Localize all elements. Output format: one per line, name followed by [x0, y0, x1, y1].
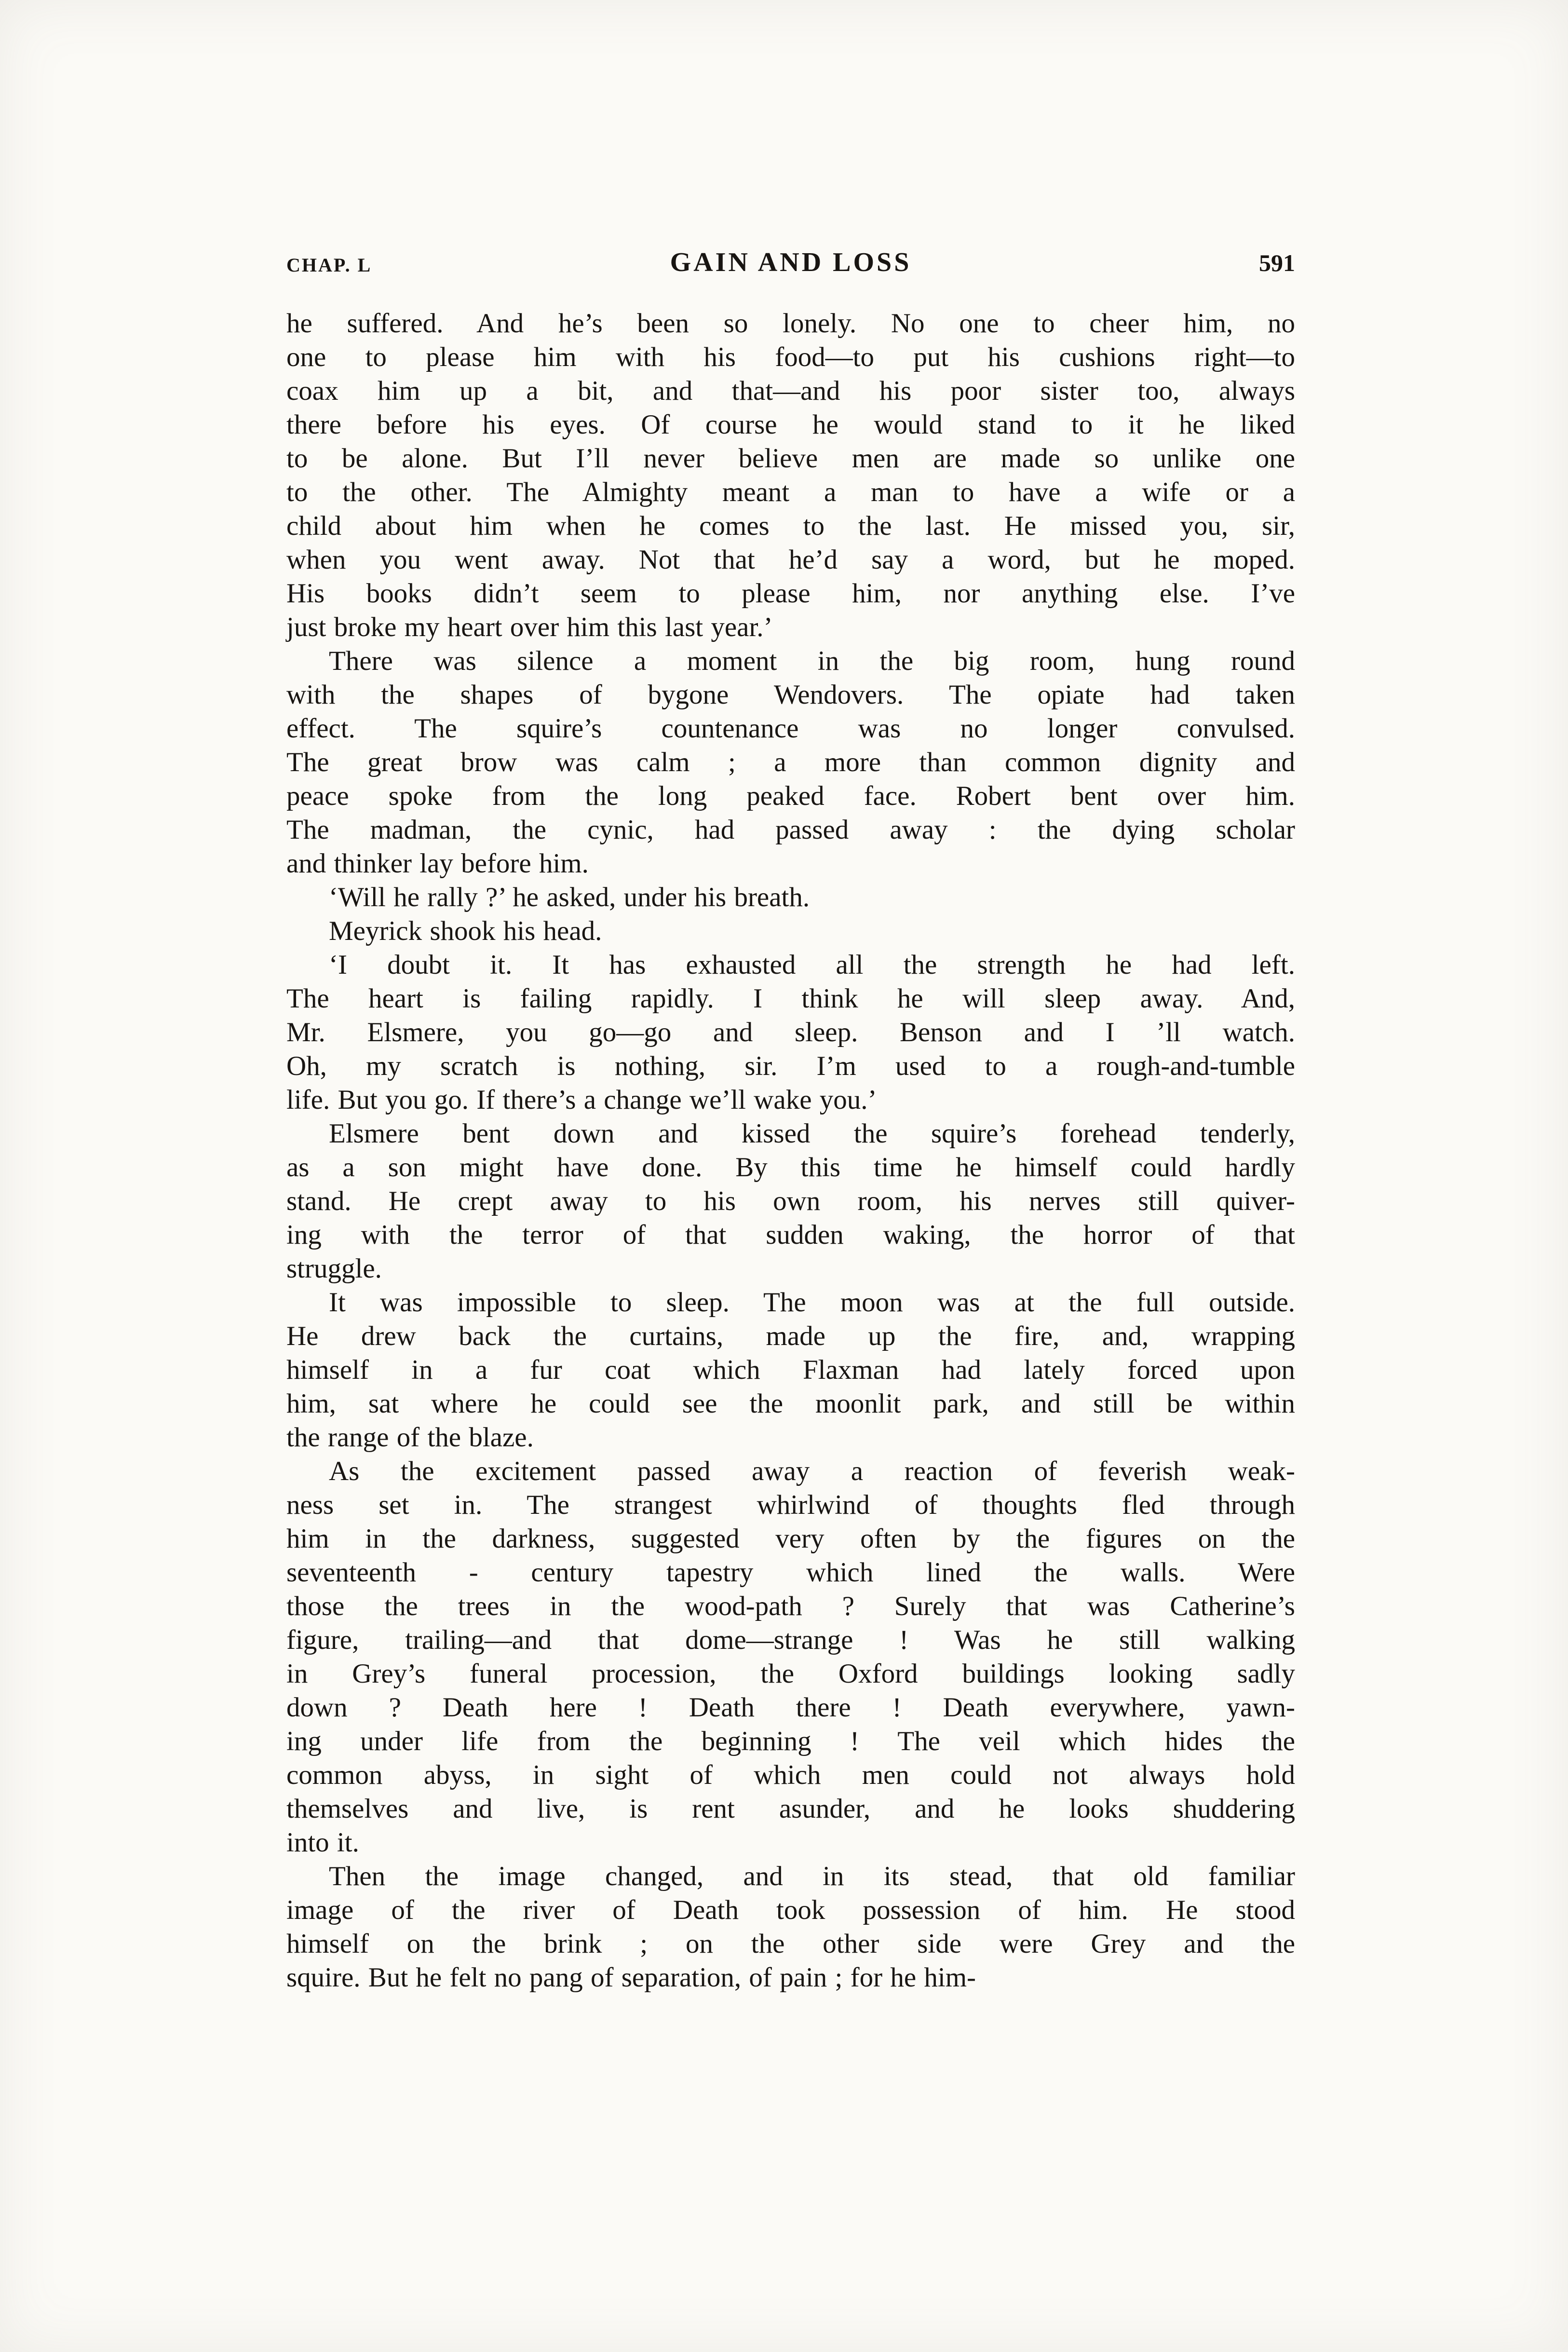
text-line: There was silence a moment in the big room, hung round — [329, 646, 1295, 676]
paragraph — [286, 914, 1295, 948]
page-number: 591 — [1259, 249, 1295, 276]
paragraph — [286, 1860, 1295, 1995]
text-line: ness set in. The strangest whirlwind of thoughts fled through — [286, 1490, 1295, 1520]
text-line: image of the river of Death took possession of him. He stood — [286, 1895, 1295, 1925]
text-line: and thinker lay before him. — [286, 848, 589, 879]
paragraph — [286, 948, 1295, 1117]
text-line: coax him up a bit, and that—and his poor sister too, always — [286, 376, 1295, 406]
text-line: Then the image changed, and in its stead, that old familiar — [329, 1861, 1295, 1891]
text-line: Elsmere bent down and kissed the squire’s forehead tenderly, — [329, 1118, 1295, 1149]
text-line: ing with the terror of that sudden waking, the horror of that — [286, 1220, 1295, 1250]
text-line: ‘Will he rally ?’ he asked, under his breath. — [329, 882, 810, 912]
text-line: there before his eyes. Of course he would stand to it he liked — [286, 409, 1295, 440]
text-line: The great brow was calm ; a more than common dignity and — [286, 747, 1295, 777]
chapter-label: CHAP. L — [286, 254, 372, 276]
page-header — [286, 247, 1295, 281]
paragraph — [286, 1455, 1295, 1860]
text-line: those the trees in the wood-path ? Surely that was Catherine’s — [286, 1591, 1295, 1621]
text-block — [286, 307, 1295, 1995]
text-line: themselves and live, is rent asunder, and he looks shuddering — [286, 1794, 1295, 1824]
text-line: His books didn’t seem to please him, nor anything else. I’ve — [286, 578, 1295, 609]
text-line: Oh, my scratch is nothing, sir. I’m used to a rough-and-tumble — [286, 1051, 1295, 1081]
text-line: with the shapes of bygone Wendovers. The opiate had taken — [286, 680, 1295, 710]
text-line: Mr. Elsmere, you go—go and sleep. Benson and I ’ll watch. — [286, 1017, 1295, 1047]
text-line: to the other. The Almighty meant a man to have a wife or a — [286, 477, 1295, 507]
text-line: The heart is failing rapidly. I think he will sleep away. And, — [286, 983, 1295, 1014]
running-title: GAIN AND LOSS — [670, 247, 912, 277]
paragraph — [286, 644, 1295, 881]
text-line: one to please him with his food—to put his cushions right—to — [286, 342, 1295, 372]
text-line: just broke my heart over him this last year.’ — [286, 612, 773, 642]
text-line: It was impossible to sleep. The moon was at the full outside. — [329, 1287, 1295, 1318]
text-line: him, sat where he could see the moonlit park, and still be within — [286, 1388, 1295, 1419]
text-line: effect. The squire’s countenance was no longer convulsed. — [286, 713, 1295, 744]
paragraph — [286, 307, 1295, 644]
text-line: himself in a fur coat which Flaxman had lately forced upon — [286, 1355, 1295, 1385]
text-line: seventeenth - century tapestry which lined the walls. Were — [286, 1557, 1295, 1588]
text-line: He drew back the curtains, made up the fire, and, wrapping — [286, 1321, 1295, 1351]
text-line: figure, trailing—and that dome—strange ! Was he still walking — [286, 1625, 1295, 1655]
text-line: as a son might have done. By this time he himself could hardly — [286, 1152, 1295, 1183]
paragraph — [286, 1286, 1295, 1455]
text-line: in Grey’s funeral procession, the Oxford buildings looking sadly — [286, 1659, 1295, 1689]
text-line: squire. But he felt no pang of separation, of pain ; for he him- — [286, 1962, 976, 1993]
text-line: life. But you go. If there’s a change we’ll wake you.’ — [286, 1085, 877, 1115]
text-line: ing under life from the beginning ! The veil which hides the — [286, 1726, 1295, 1756]
text-line: the range of the blaze. — [286, 1422, 534, 1453]
paragraph — [286, 1117, 1295, 1286]
text-line: into it. — [286, 1827, 359, 1858]
text-line: struggle. — [286, 1253, 382, 1284]
text-line: common abyss, in sight of which men could not always hold — [286, 1760, 1295, 1790]
text-line: ‘I doubt it. It has exhausted all the strength he had left. — [329, 950, 1295, 980]
text-line: child about him when he comes to the last. He missed you, sir, — [286, 511, 1295, 541]
text-line: when you went away. Not that he’d say a word, but he moped. — [286, 544, 1295, 575]
paragraph — [286, 881, 1295, 914]
text-line: As the excitement passed away a reaction of feverish weak- — [329, 1456, 1295, 1486]
text-line: him in the darkness, suggested very often by the figures on the — [286, 1523, 1295, 1554]
text-line: Meyrick shook his head. — [329, 916, 602, 946]
text-line: stand. He crept away to his own room, his nerves still quiver- — [286, 1186, 1295, 1216]
text-line: peace spoke from the long peaked face. Robert bent over him. — [286, 781, 1295, 811]
text-line: to be alone. But I’ll never believe men are made so unlike one — [286, 443, 1295, 474]
text-line: down ? Death here ! Death there ! Death everywhere, yawn- — [286, 1692, 1295, 1723]
text-line: he suffered. And he’s been so lonely. No one to cheer him, no — [286, 308, 1295, 339]
text-line: himself on the brink ; on the other side were Grey and the — [286, 1929, 1295, 1959]
text-line: The madman, the cynic, had passed away : the dying scholar — [286, 815, 1295, 845]
